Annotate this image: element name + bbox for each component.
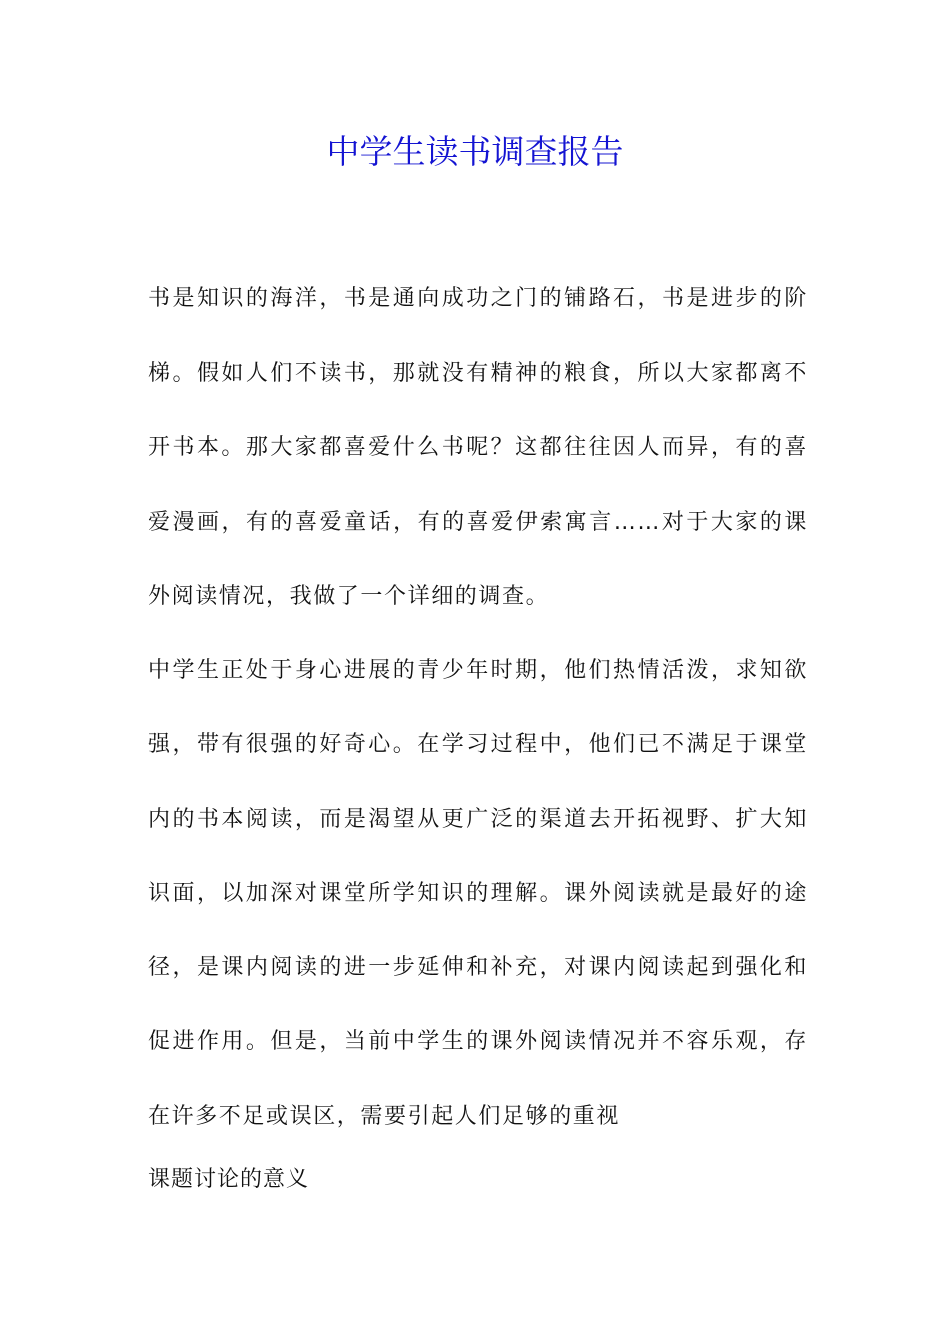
paragraph-intro: 书是知识的海洋，书是通向成功之门的铺路石，书是进步的阶梯。假如人们不读书，那就没有精神的粮食，所以大家都离不开书本。那大家都喜爱什么书呢？这都往往因人而异，有的喜爱漫画，有的喜爱童话，有的喜爱伊索寓言……对于大家的课外阅读情况，我做了一个详细的调查。 (148, 286, 808, 609)
section-heading: 课题讨论的意义 (148, 1167, 310, 1192)
page-title: 中学生读书调查报告 (326, 132, 624, 171)
paragraph-background: 中学生正处于身心进展的青少年时期，他们热情活泼，求知欲强，带有很强的好奇心。在学习过程中，他们已不满足于课堂内的书本阅读，而是渴望从更广泛的渠道去开拓视野、扩大知识面，以加深对课堂所学知识的理解。课外阅读就是最好的途径，是课内阅读的进一步延伸和补充，对课内阅读起到强化和促进作用。但是，当前中学生的课外阅读情况并不容乐观，存在许多不足或误区，需要引起人们足够的重视 (148, 658, 808, 1129)
